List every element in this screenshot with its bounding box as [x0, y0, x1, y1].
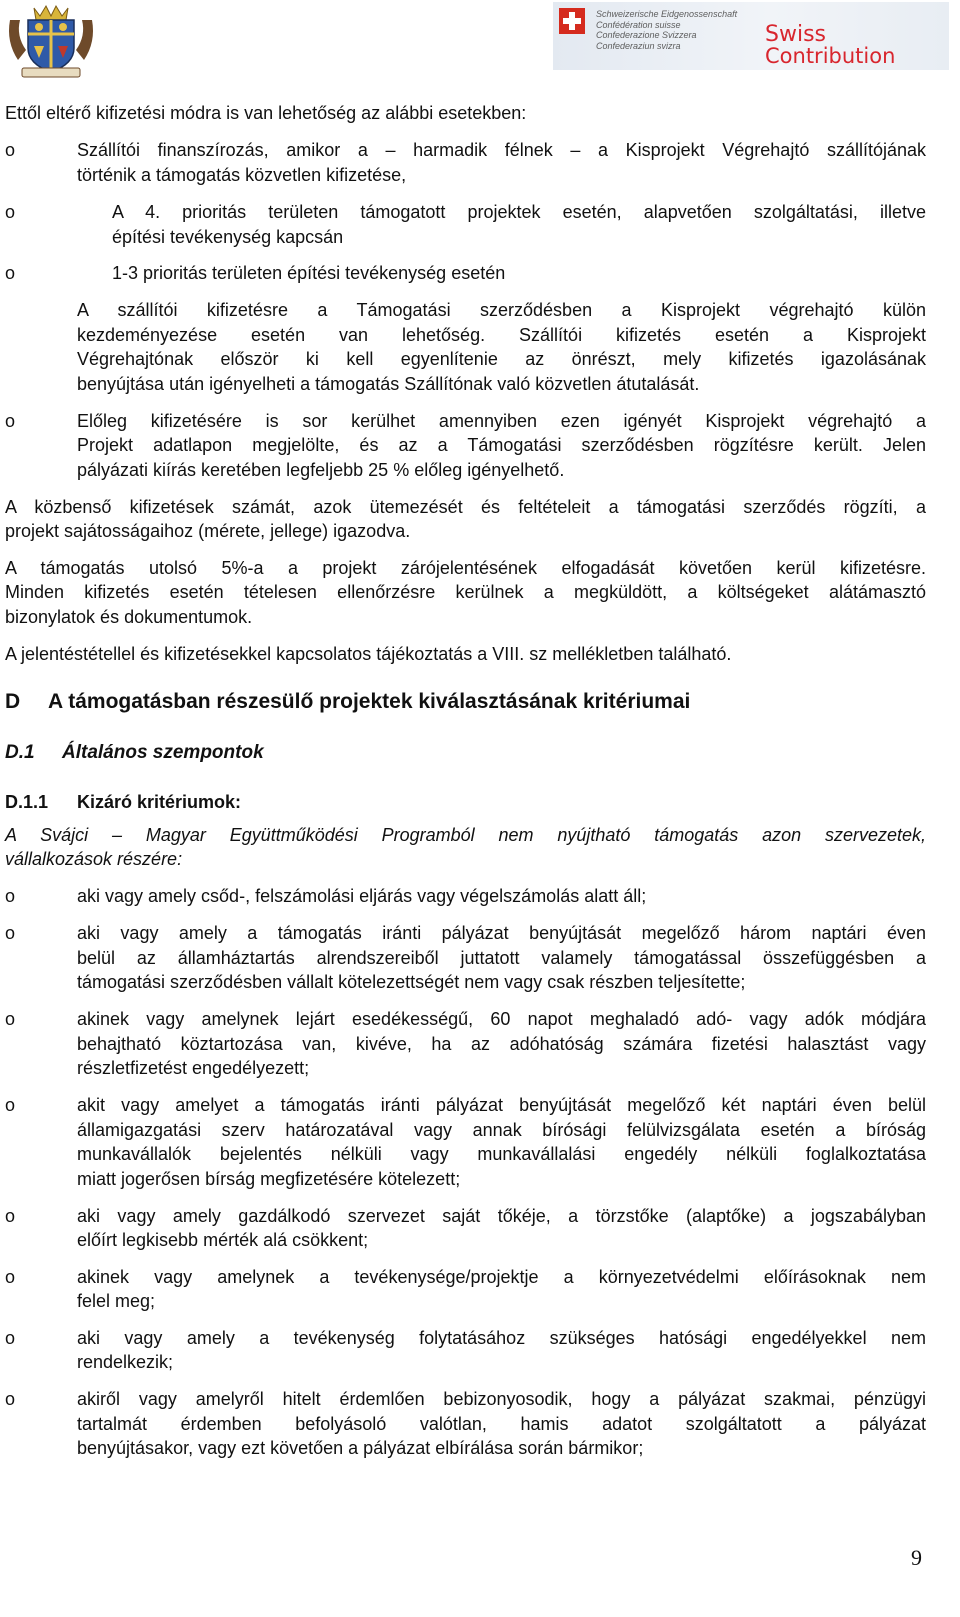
bullet-marker: o — [5, 202, 16, 222]
exclusion-item-line: miatt jogerősen bírság megfizetésére kötelezett; — [77, 1169, 461, 1189]
bullet-marker: o — [5, 1328, 16, 1348]
confederation-names — [596, 9, 737, 51]
paragraph-line: Végrehajtónak először ki kell egyenlítenie az önrészt, mely kifizetés igazolásának — [77, 349, 926, 369]
list-item-line: építési tevékenység kapcsán — [112, 227, 344, 247]
bullet-marker: o — [5, 1267, 16, 1287]
exclusion-item-line: munkavállalók bejelentés nélküli vagy munkavállalási engedély nélküli foglalkoztatása — [77, 1144, 926, 1164]
page-number: 9 — [911, 1545, 922, 1570]
bullet-marker: o — [5, 923, 16, 943]
paragraph-line: A jelentéstétellel és kifizetésekkel kapcsolatos tájékoztatás a VIII. sz mellékletben található. — [5, 644, 732, 664]
exclusion-item-line: belül az államháztartás alrendszereiből juttatott valamely támogatással összefüggésben a — [77, 948, 926, 968]
bullet-marker: o — [5, 1009, 16, 1029]
exclusion-item-line: benyújtásakor, vagy ezt követően a pályázat elbírálása során bármikor; — [77, 1438, 644, 1458]
bullet-marker: o — [5, 1389, 16, 1409]
bullet-marker: o — [5, 1206, 16, 1226]
bullet-marker: o — [5, 411, 16, 431]
exclusion-item-line: akinek vagy amelynek a tevékenysége/projektje a környezetvédelmi előírásoknak nem — [77, 1267, 926, 1287]
paragraph-line: bizonylatok és dokumentumok. — [5, 607, 253, 627]
exclusion-item-line: akiről vagy amelyről hitelt érdemlően bebizonyosodik, hogy a pályázat szakmai, pénzügyi — [77, 1389, 926, 1409]
exclusion-item-line: aki vagy amely gazdálkodó szervezet saját tőkéje, a törzstőke (alaptőke) a jogszabályban — [77, 1206, 926, 1226]
paragraph-line: Projekt adatlapon megjelölte, és az a Támogatási szerződésben rögzítésre került. Jelen — [77, 435, 926, 455]
exclusion-item-line: aki vagy amely a tevékenység folytatásához szükséges hatósági engedélyekkel nem — [77, 1328, 926, 1348]
paragraph-line: Előleg kifizetésére is sor kerülhet amennyiben ezen igényét Kisprojekt végrehajtó a — [77, 411, 926, 431]
section-number: D — [5, 690, 21, 713]
bullet-marker: o — [5, 263, 16, 283]
exclusion-item-line: felel meg; — [77, 1291, 156, 1311]
paragraph-line: pályázati kiírás keretében legfeljebb 25 % előleg igényelhető. — [77, 460, 565, 480]
exclusion-item-line: tartalmát érdemben befolyásoló valótlan, hamis adatot szolgáltatott a pályázat — [77, 1414, 926, 1434]
paragraph-line: A támogatás utolsó 5%-a a projekt zárójelentésének elfogadását követően kerül kifizetésre. — [5, 558, 926, 578]
exclusion-item-line: részletfizetést engedélyezett; — [77, 1058, 310, 1078]
swiss-word: Swiss — [765, 22, 826, 47]
coat-of-arms-logo — [4, 2, 98, 80]
confederation-name-it: Confederazione Svizzera — [596, 30, 697, 40]
exclusion-item-line: akit vagy amelyet a támogatás iránti pályázat benyújtását megelőző két naptári éven belül — [77, 1095, 926, 1115]
confederation-name-de: Schweizerische Eidgenossenschaft — [596, 9, 738, 19]
list-item-line: 1-3 prioritás területen építési tevékenység esetén — [112, 263, 506, 283]
exclusion-item-line: aki vagy amely csőd-, felszámolási eljárás vagy végelszámolás alatt áll; — [77, 886, 647, 906]
exclusion-item-line: államigazgatási szerv határozatával vagy annak bírósági felülvizsgálata esetén a bíróság — [77, 1120, 926, 1140]
subsection-heading: Általános szempontok — [62, 742, 264, 763]
contribution-word: Contribution — [765, 44, 896, 68]
list-item-line: A 4. prioritás területen támogatott projektek esetén, alapvetően szolgáltatási, illetve — [112, 202, 926, 222]
exclusion-item-line: rendelkezik; — [77, 1352, 174, 1372]
exclusion-intro-line: vállalkozások részére: — [5, 849, 183, 869]
paragraph-line: A szállítói kifizetésre a Támogatási szerződésben a Kisprojekt végrehajtó külön — [77, 300, 926, 320]
intro-text: Ettől eltérő kifizetési módra is van lehetőség az alábbi esetekben: — [5, 103, 527, 123]
paragraph-line: kezdeményezése esetén van lehetőség. Szállítói kifizetés esetén a Kisprojekt — [77, 325, 926, 345]
list-item-line: Szállítói finanszírozás, amikor a – harmadik félnek – a Kisprojekt Végrehajtó szállítójának — [77, 140, 926, 160]
paragraph-line: benyújtása után igényelheti a támogatás Szállítónak való közvetlen átutalását. — [77, 374, 700, 394]
exclusion-intro-line: A Svájci – Magyar Együttműködési Programból nem nyújtható támogatás azon szervezetek, — [5, 825, 926, 845]
swiss-contribution-logo — [553, 2, 949, 70]
exclusion-item-line: aki vagy amely a támogatás iránti pályázat benyújtását megelőző három naptári éven — [77, 923, 926, 943]
swiss-flag-icon — [559, 8, 585, 34]
subsubsection-number: D.1.1 — [5, 792, 49, 812]
confederation-name-rm: Confederaziun svizra — [596, 40, 681, 51]
bullet-marker: o — [5, 1095, 16, 1115]
exclusion-item-line: támogatási szerződésben vállalt kötelezettségét nem vagy csak részben teljesítette; — [77, 972, 746, 992]
subsection-number: D.1 — [5, 742, 35, 763]
exclusion-item-line: előírt legkisebb mérték alá csökkent; — [77, 1230, 369, 1250]
confederation-name-fr: Confédération suisse — [596, 19, 681, 30]
section-heading: A támogatásban részesülő projektek kiválasztásának kritériumai — [48, 690, 691, 713]
list-item-line: történik a támogatás közvetlen kifizetése, — [77, 165, 407, 185]
paragraph-line: projekt sajátosságaihoz (mérete, jellege) igazodva. — [5, 521, 411, 541]
paragraph-line: Minden kifizetés esetén tételesen ellenőrzésre kerülnek a megküldött, a költségeket alátámasztó — [5, 582, 926, 602]
bullet-marker: o — [5, 140, 16, 160]
exclusion-item-line: akinek vagy amelynek lejárt esedékességű, 60 napot meghaladó adó- vagy adók módjára — [77, 1009, 926, 1029]
bullet-marker: o — [5, 886, 16, 906]
subsubsection-heading: Kizáró kritériumok: — [77, 792, 242, 812]
paragraph-line: A közbenső kifizetések számát, azok ütemezését és feltételeit a támogatási szerződés rögzíti, a — [5, 497, 926, 517]
exclusion-item-line: behajtható köztartozása van, kivéve, ha az adóhatóság számára fizetési halasztást vagy — [77, 1034, 926, 1054]
